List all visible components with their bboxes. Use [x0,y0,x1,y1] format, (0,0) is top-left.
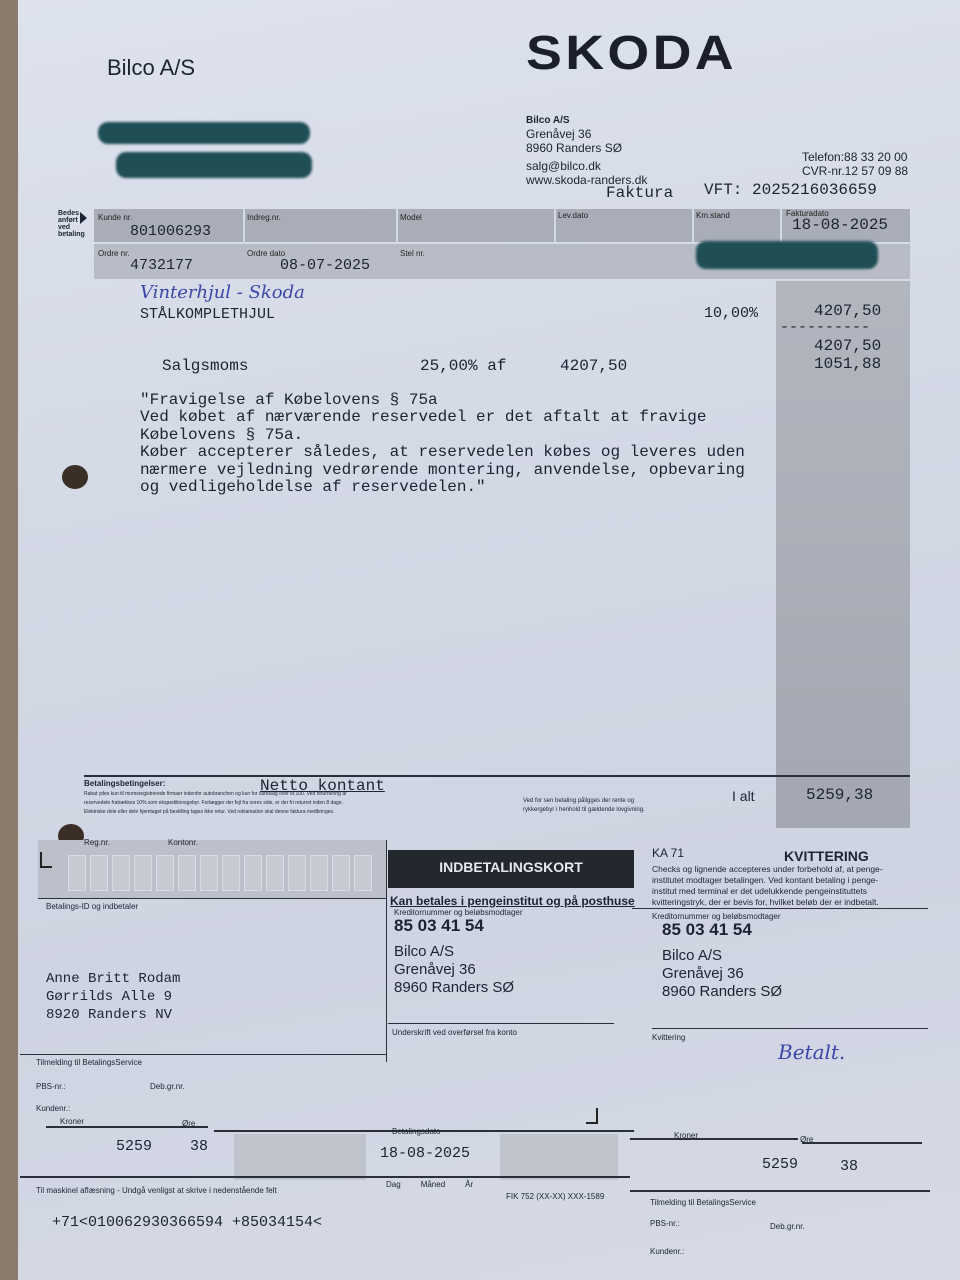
receipt-kundenr-label: Kundenr.: [650,1247,685,1256]
payer-address: Anne Britt Rodam Gørrilds Alle 9 8920 Randers NV [46,971,181,1023]
machine-note: Til maskinel aflæsning - Undgå venligst at skrive i nedenstående felt [36,1186,277,1195]
fakturadato: 18-08-2025 [792,216,889,234]
ialt-label: I alt [732,788,755,804]
recipient-address: Bilco A/S Grenåvej 36 8960 Randers SØ [394,943,515,996]
kvittering-label: Kvittering [652,1033,686,1042]
subtotal: 4207,50 [814,337,882,355]
label-fakturadato: Fakturadato [786,209,829,218]
betalingsdato: 18-08-2025 [380,1145,471,1162]
receipt-recipient: Bilco A/S Grenåvej 36 8960 Randers SØ [662,947,783,1000]
form-code: FIK 752 (XX-XX) XXX-1589 [506,1192,605,1201]
label-ordredato: Ordre dato [247,249,286,258]
vft-number: VFT: 2025216036659 [704,181,877,199]
footer-rule [84,775,910,777]
moms-base: 4207,50 [560,357,628,375]
label-kunde: Kunde nr. [98,213,133,222]
kontonr-label: Kontonr. [168,838,198,847]
receipt-ore: 38 [840,1158,859,1175]
receipt-debgr-label: Deb.gr.nr. [770,1222,805,1231]
receipt-kreditor-no: 85 03 41 54 [662,920,752,939]
pbs-label: PBS-nr.: [36,1082,66,1091]
shaded-field-1 [234,1134,366,1180]
punch-hole-top [62,465,88,489]
corner-mark [40,852,52,868]
receipt-kroner-label: Kroner [674,1131,699,1140]
tilmelding-label: Tilmelding til BetalingsService [36,1058,142,1067]
redacted-stelnr [696,241,878,269]
moms-label: Salgsmoms [162,357,249,375]
betingelser-value: Netto kontant [260,777,385,795]
ordredato: 08-07-2025 [280,257,371,274]
receipt-kreditor-label: Kreditornummer og beløbsmodtager [652,912,781,921]
amount-dashes: ---------- [780,319,871,336]
label-levdato: Lev.dato [558,211,589,220]
slip-kroner: 5259 [116,1138,153,1155]
skoda-logo: SKODA [526,27,737,80]
company-name: Bilco A/S [107,55,196,80]
label-model: Model [400,213,422,222]
debgr-label: Deb.gr.nr. [150,1082,185,1091]
item-description: STÅLKOMPLETHJUL [140,306,276,323]
redacted-name [98,122,310,144]
contact-info: Telefon:88 33 20 00 CVR-nr.12 57 09 88 [802,150,909,178]
payer-section-label: Betalings-ID og indbetaler [46,902,139,911]
label-kmstand: Km.stand [696,211,730,220]
kroner-label: Kroner [60,1117,85,1126]
kunde-nr: 801006293 [130,223,212,240]
moms-rate: 25,00% af [420,357,507,375]
doc-type: Faktura [606,184,674,202]
receipt-handwritten: Betalt. [778,1040,846,1064]
slip-subtitle: Kan betales i pengeinstitut og på posthuse [390,894,635,908]
receipt-terms: Checks og lignende accepteres under forbehold af, at penge- institutet modtager betalingen. Ved kontant betaling i penge- institut med terminal er det udelukkende pengeinstituttets kvitteringstryk, der er bevis for, hvilket beløb der er indbetalt. [652,864,883,907]
redacted-address [116,152,312,178]
moms-amount: 1051,88 [814,355,882,373]
late-payment-note: Ved for sen betaling påligges der rente og rykkergebyr i henhold til gældende lovgivning. [523,798,645,813]
account-boxes [68,855,372,891]
receipt-tilmelding-label: Tilmelding til BetalingsService [650,1198,756,1207]
invoice-paper [18,0,960,1280]
sender-address: Bilco A/S Grenåvej 36 8960 Randers SØ salg@bilco.dk www.skoda-randers.dk [526,115,648,187]
handwritten-note: Vinterhjul - Skoda [140,282,305,303]
item-percent: 10,00% [704,305,759,322]
receipt-ore-label: Øre [800,1135,814,1144]
ordre-nr: 4732177 [130,257,194,274]
arrow-right-icon [80,212,87,224]
receipt-kroner: 5259 [762,1156,799,1173]
regnr-label: Reg.nr. [84,838,110,847]
fine-print: Rabat ydes kun til momsregistrerede firmaer indenfor autobranchen og kun for varesalg over kr.100. Ved returnering af reservedele fratrækkes 10% som ekspeditionsgebyr. Forlægger der fejl fra vores side, er der fri returret inden 8 dage. Elektriske dele eller dele hjemtaget på bestilling tages ikke retur. Ved reklamation skal denne faktura medbringes. [84,791,347,815]
date-parts: Dag Måned År [386,1180,474,1189]
ialt-value: 5259,38 [806,786,874,804]
betingelser-label: Betalingsbetingelser: [84,779,166,788]
receipt-pbs-label: PBS-nr.: [650,1219,680,1228]
slip-title: INDBETALINGSKORT [439,859,583,875]
kreditor-label: Kreditornummer og beløbsmodtager [394,908,523,917]
label-ordre: Ordre nr. [98,249,130,258]
signature-label: Underskrift ved overførsel fra konto [392,1028,517,1037]
notice-text: "Fravigelse af Købelovens § 75a Ved købet af nærværende reservedel er det aftalt at fravige Købelovens § 75a. Køber accepterer således, at reservedelen købes og leveres uden nærmere vejledning vedrørende montering, anvendelse, opbevaring og vedligeholdelse af reservedelen." [140,391,745,497]
label-indreg: Indreg.nr. [247,213,281,222]
receipt-code: KA 71 [652,846,685,860]
slip-ore: 38 [190,1138,209,1155]
side-label: Bedes anført ved betaling [58,210,85,238]
receipt-title: KVITTERING [784,848,869,864]
corner-mark-2 [586,1108,598,1124]
ocr-line: +71<010062930366594 +85034154< [52,1214,323,1231]
kundenr-label: Kundenr.: [36,1104,71,1113]
betalingsdato-label: Betalingsdato [392,1127,441,1136]
shaded-field-2 [500,1134,618,1180]
kreditor-no: 85 03 41 54 [394,916,484,935]
label-stelnr: Stel nr. [400,249,425,258]
ore-label: Øre [182,1119,196,1128]
item-amount: 4207,50 [814,302,882,320]
